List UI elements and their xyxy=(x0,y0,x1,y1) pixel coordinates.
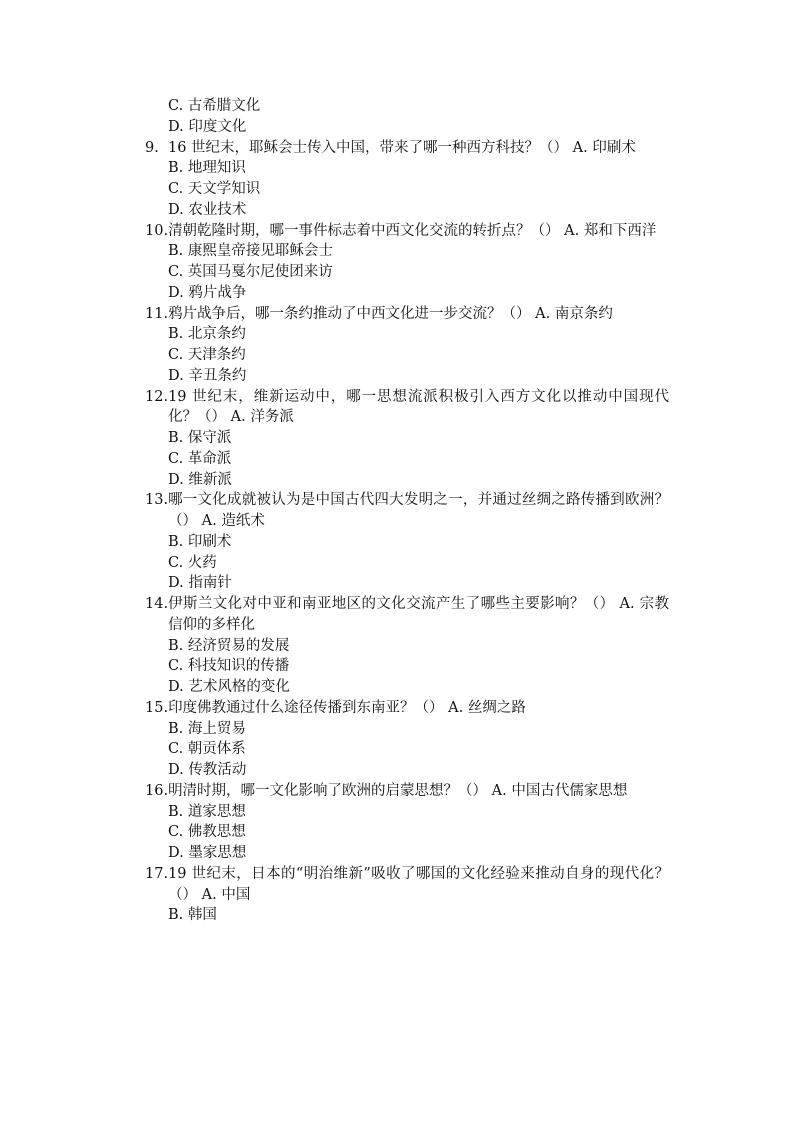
question-text: 清朝乾隆时期，哪一事件标志着中西文化交流的转折点？（） A. 郑和下西洋 xyxy=(168,222,657,239)
option-line: D. 辛丑条约 xyxy=(168,367,247,384)
question-9 xyxy=(145,138,669,159)
option-line: D. 传教活动 xyxy=(168,762,247,778)
question-number: 10. xyxy=(145,222,169,239)
option-line: B. 北京条约 xyxy=(168,326,246,343)
question-14 xyxy=(145,594,669,636)
question-16 xyxy=(145,781,669,802)
option-line: D. 艺术风格的变化 xyxy=(168,679,290,695)
option-line: C. 火药 xyxy=(168,554,217,571)
option-line: B. 韩国 xyxy=(168,907,217,924)
question-13 xyxy=(145,490,669,532)
option-line: B. 保守派 xyxy=(168,430,232,446)
question-11 xyxy=(145,304,669,325)
option-line: D. 指南针 xyxy=(168,575,232,592)
question-number: 17. xyxy=(145,865,169,882)
option-line: B. 康熙皇帝接见耶稣会士 xyxy=(168,243,333,260)
question-number: 12. xyxy=(145,388,169,405)
question-number: 16. xyxy=(145,782,169,799)
option-line: C. 科技知识的传播 xyxy=(168,658,290,675)
question-number: 15. xyxy=(145,699,169,716)
option-line: B. 道家思想 xyxy=(168,803,246,820)
question-text: 19 世纪末，日本的“明治维新”吸收了哪国的文化经验来推动自身的现代化？（） A. 中国 xyxy=(168,865,669,903)
question-text: 印度佛教通过什么途径传播到东南亚？（） A. 丝绸之路 xyxy=(168,699,526,716)
question-text: 19 世纪末，维新运动中，哪一思想流派积极引入西方文化以推动中国现代化？（） A. 洋务派 xyxy=(168,388,669,426)
question-12 xyxy=(145,387,669,429)
question-text: 哪一文化成就被认为是中国古代四大发明之一，并通过丝绸之路传播到欧洲？（） A. 造纸术 xyxy=(168,492,669,529)
question-number: 13. xyxy=(145,492,169,509)
question-15 xyxy=(145,698,669,719)
option-line: C. 革命派 xyxy=(168,450,232,467)
question-text: 鸦片战争后，哪一条约推动了中西文化进一步交流？（） A. 南京条约 xyxy=(168,305,613,322)
question-text: 16 世纪末，耶稣会士传入中国，带来了哪一种西方科技？（） A. 印刷术 xyxy=(168,139,636,156)
question-text: 明清时期，哪一文化影响了欧洲的启蒙思想？（） A. 中国古代儒家思想 xyxy=(168,782,628,799)
option-line: C. 英国马戛尔尼使团来访 xyxy=(168,264,333,280)
option-line: B. 经济贸易的发展 xyxy=(168,637,290,654)
question-number: 9. xyxy=(145,139,159,156)
option-line: D. 鸦片战争 xyxy=(168,284,247,301)
question-list xyxy=(145,96,669,926)
option-line: D. 农业技术 xyxy=(168,201,247,218)
option-line: B. 地理知识 xyxy=(168,160,246,177)
option-line: B. 印刷术 xyxy=(168,533,232,550)
question-number: 14. xyxy=(145,596,169,612)
question-text: 伊斯兰文化对中亚和南亚地区的文化交流产生了哪些主要影响？（） A. 宗教信仰的多样化 xyxy=(168,596,669,633)
option-line: C. 古希腊文化 xyxy=(168,98,261,114)
option-line: D. 印度文化 xyxy=(168,118,247,135)
option-line: C. 天文学知识 xyxy=(168,181,261,197)
option-line: D. 维新派 xyxy=(168,471,232,488)
option-line: D. 墨家思想 xyxy=(168,845,247,861)
option-line: C. 佛教思想 xyxy=(168,824,246,841)
question-17 xyxy=(145,864,669,906)
option-line: C. 天津条约 xyxy=(168,347,246,363)
question-number: 11. xyxy=(145,305,169,322)
question-10 xyxy=(145,221,669,242)
option-line: B. 海上贸易 xyxy=(168,720,246,737)
option-line: C. 朝贡体系 xyxy=(168,741,246,758)
